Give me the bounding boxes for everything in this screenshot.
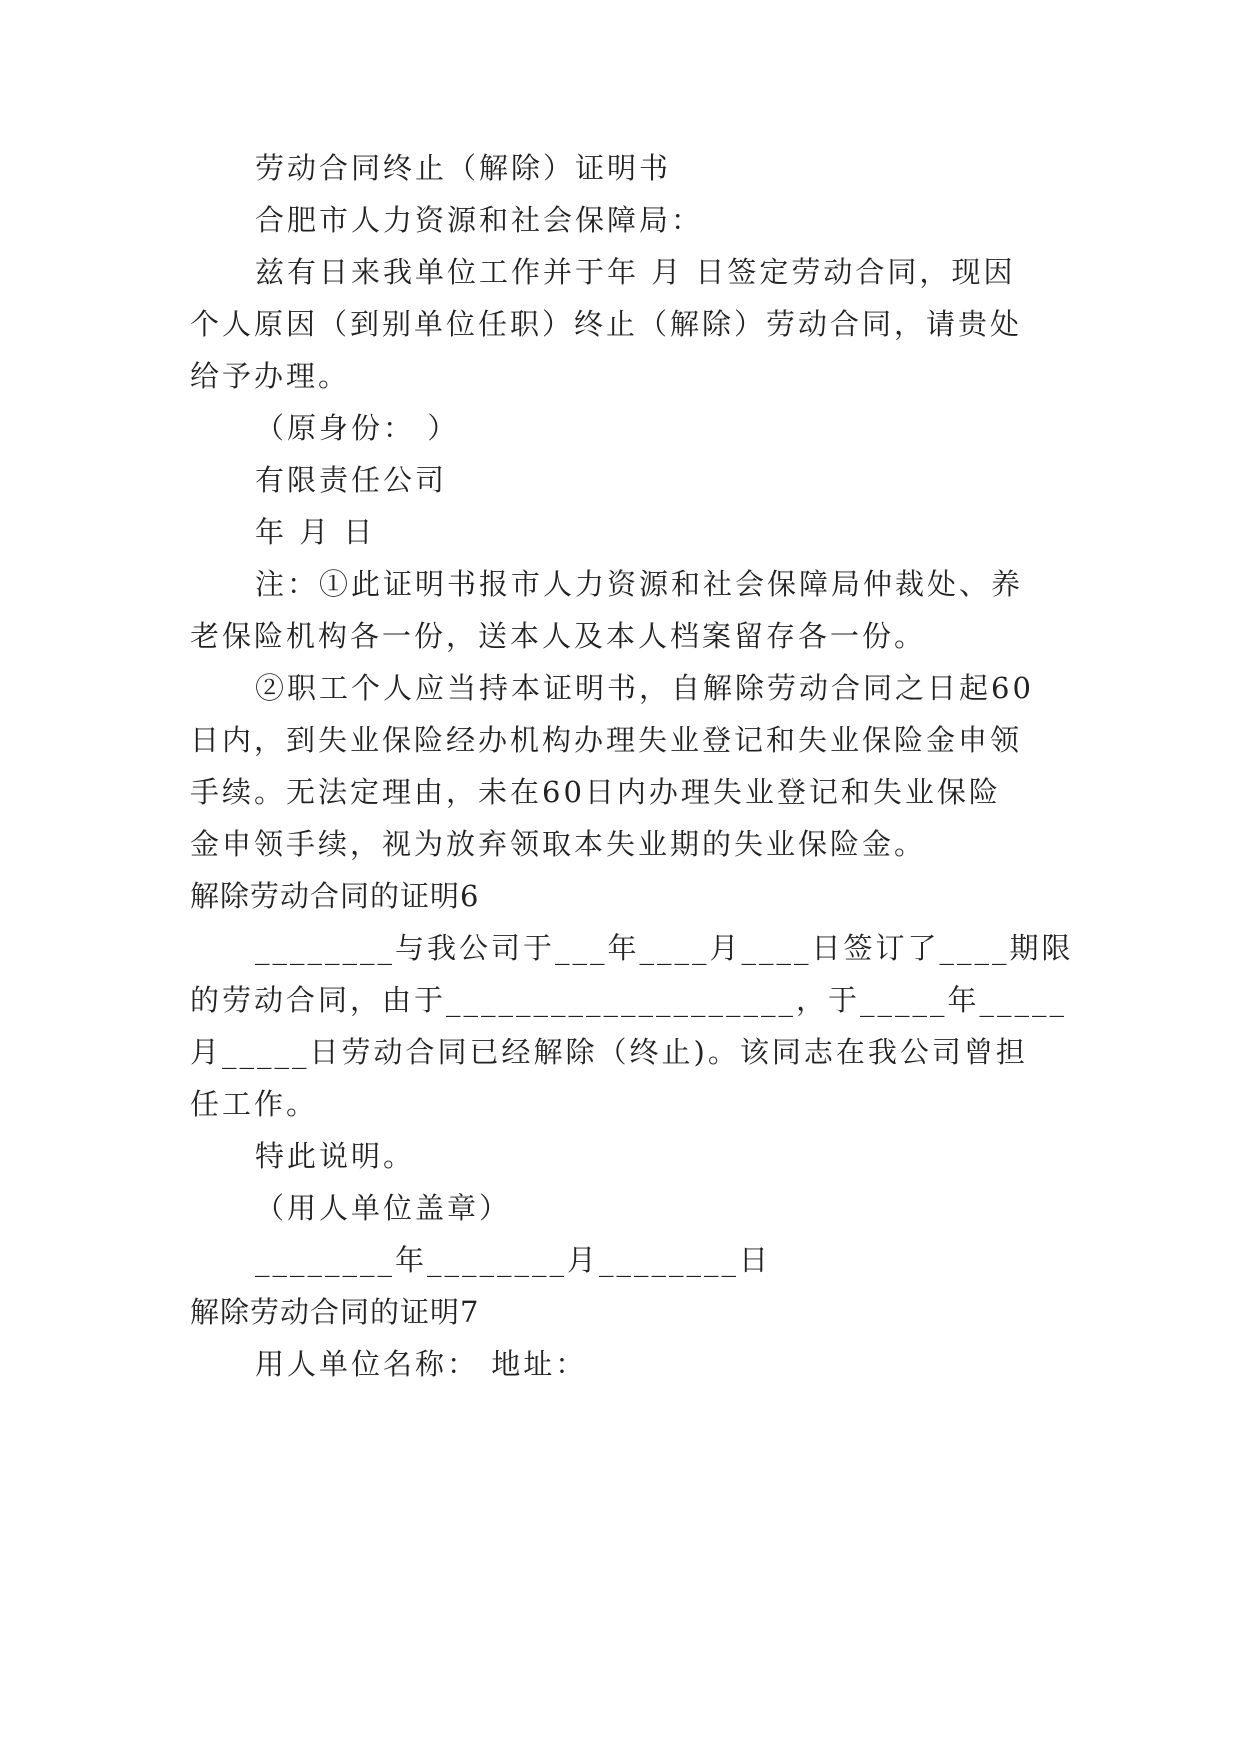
body-line: 兹有日来我单位工作并于年 月 日签定劳动合同，现因 [255, 255, 1016, 289]
note-line: 日内，到失业保险经办机构办理失业登记和失业保险金申领 [190, 723, 1023, 757]
company-name: 有限责任公司 [255, 463, 448, 497]
addressee: 合肥市人力资源和社会保障局： [255, 203, 704, 237]
certificate-title: 劳动合同终止（解除）证明书 [255, 151, 672, 185]
date-line: 年 月 日 [255, 515, 376, 549]
body-line: 的劳动合同，由于____________________，于_____年_____ [190, 983, 1068, 1017]
seal-line: （用人单位盖章） [255, 1191, 512, 1225]
note-line: 手续。无法定理由，未在60日内办理失业登记和失业保险 [190, 775, 1001, 809]
note-line: 注：①此证明书报市人力资源和社会保障局仲裁处、养 [255, 567, 1024, 601]
section-heading: 解除劳动合同的证明7 [190, 1295, 480, 1329]
note-line: 老保险机构各一份，送本人及本人档案留存各一份。 [190, 619, 927, 653]
section-heading: 解除劳动合同的证明6 [190, 879, 480, 913]
body-line: 个人原因（到别单位任职）终止（解除）劳动合同，请贵处 [190, 307, 1023, 341]
body-line: ________与我公司于___年____月____日签订了____期限 [255, 931, 1074, 965]
closing-line: 特此说明。 [255, 1139, 416, 1173]
date-line: ________年________月________日 [255, 1243, 772, 1277]
original-identity-line: （原身份： ） [255, 411, 460, 445]
note-line: 金申领手续，视为放弃领取本失业期的失业保险金。 [190, 827, 927, 861]
body-line: 给予办理。 [190, 359, 351, 393]
employer-info-line: 用人单位名称： 地址： [255, 1347, 588, 1381]
body-line: 任工作。 [190, 1087, 319, 1121]
note-line: ②职工个人应当持本证明书，自解除劳动合同之日起60 [255, 671, 1034, 705]
body-line: 月_____日劳动合同已经解除（终止)。该同志在我公司曾担 [190, 1035, 1028, 1069]
